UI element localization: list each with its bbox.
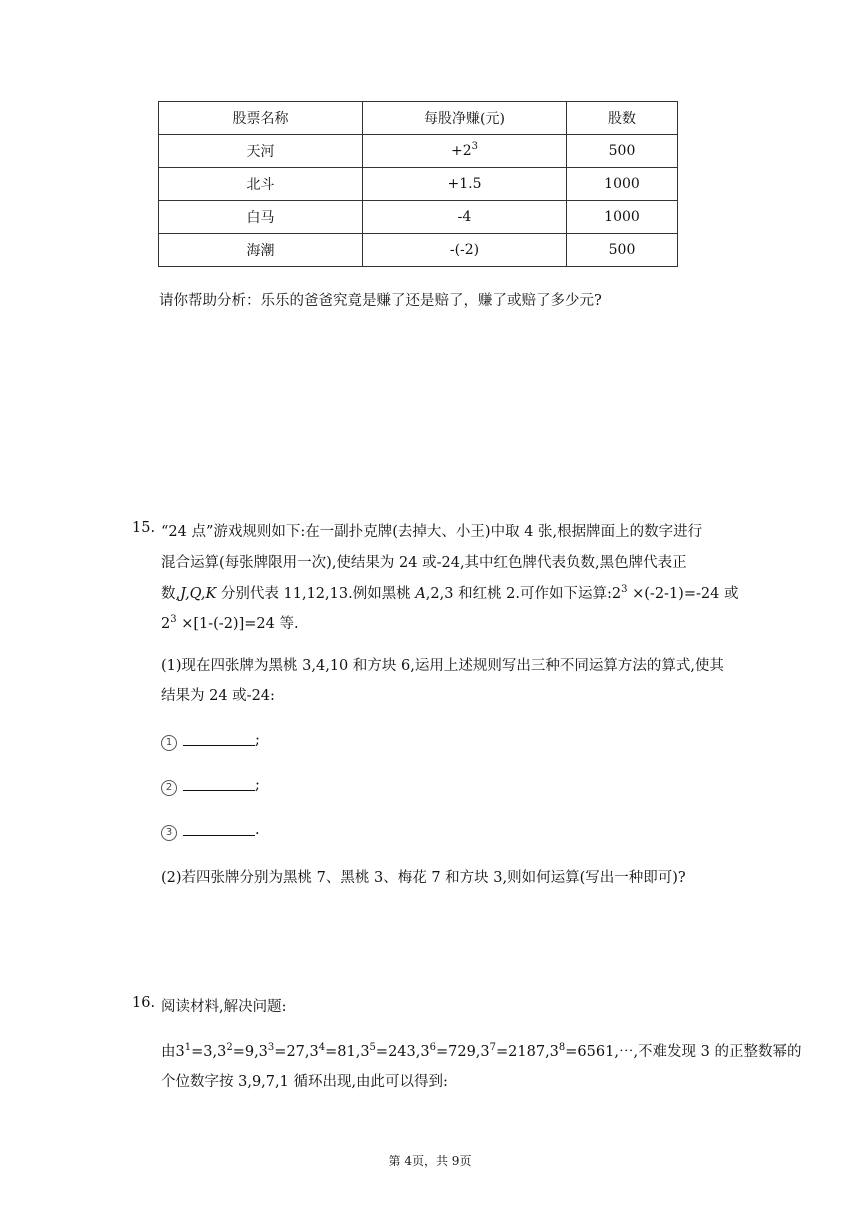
table-row: [159, 201, 678, 234]
table-header-row: [159, 102, 678, 135]
text-run: ×[1-(-2)]=24 等.: [176, 616, 299, 632]
q16-title: 阅读材料,解决问题:: [161, 999, 287, 1015]
text-run: =3,3: [191, 1044, 227, 1060]
cell-shares: 500: [567, 135, 678, 168]
text-run: 2: [161, 616, 171, 632]
exponent: 6: [429, 1042, 436, 1053]
table-row: [159, 234, 678, 267]
q15-number: 15.: [132, 520, 156, 536]
circled-number-2: 2: [161, 780, 177, 796]
answer-blank-1: [161, 731, 260, 751]
text-run: =243,3: [375, 1044, 430, 1060]
q15-part1-line-1: (1)现在四张牌为黑桃 3,4,10 和方块 6,运用上述规则写出三种不同运算方法的算式,使其: [161, 658, 724, 674]
q16-line-2: 个位数字按 3,9,7,1 循环出现,由此可以得到:: [161, 1074, 448, 1090]
ace-italic: A: [415, 586, 426, 602]
answer-blank-3: [161, 821, 260, 841]
exponent: 1: [184, 1042, 192, 1053]
cell-shares: 500: [567, 234, 678, 267]
text-run: 由3: [161, 1044, 185, 1060]
exponent: 5: [369, 1042, 376, 1053]
q16-line-1: [161, 1040, 802, 1061]
circled-number-3: 3: [161, 825, 177, 841]
header-shares: 股数: [567, 102, 678, 135]
text-run: 分别代表 11,12,13.例如黑桃: [216, 586, 416, 602]
blank-punct: ;: [255, 777, 260, 793]
cell-shares: 1000: [567, 201, 678, 234]
text-run: =2187,3: [496, 1044, 559, 1060]
text-run: =6561,⋯,不难发现 3 的正整数幂的: [565, 1044, 802, 1060]
cell-gain: [363, 135, 567, 168]
stock-table: [158, 101, 678, 267]
cell-gain: +1.5: [363, 168, 567, 201]
q15-part1-line-2: 结果为 24 或-24:: [161, 688, 275, 704]
blank-line[interactable]: [183, 821, 255, 836]
text-run: 数,: [161, 586, 181, 602]
cell-shares: 1000: [567, 168, 678, 201]
text-run: ,2,3 和红桃 2.可作如下运算:2: [425, 586, 622, 602]
exponent: 7: [489, 1042, 497, 1053]
q16-number: 16.: [132, 995, 156, 1011]
cell-gain: -4: [363, 201, 567, 234]
text-run: =9,3: [232, 1044, 268, 1060]
exponent: 3: [621, 584, 628, 595]
cell-stock-name: 海潮: [159, 234, 363, 267]
blank-punct: ;: [255, 732, 260, 748]
gain-base: +2: [450, 143, 472, 159]
exponent: 3: [267, 1042, 275, 1053]
circled-number-1: 1: [161, 735, 177, 751]
exponent: 4: [318, 1042, 326, 1053]
cell-stock-name: 北斗: [159, 168, 363, 201]
q15-intro-line-1: “24 点”游戏规则如下:在一副扑克牌(去掉大、小王)中取 4 张,根据牌面上的数字进行: [161, 524, 703, 540]
gain-exponent: 3: [471, 141, 478, 152]
page-footer: 第 4页，共 9页: [388, 1154, 472, 1168]
stock-table-container: [158, 101, 678, 267]
q15-intro-line-4: [161, 612, 299, 633]
table-row: [159, 135, 678, 168]
q15-intro-line-2: 混合运算(每张牌限用一次),使结果为 24 或-24,其中红色牌代表负数,黑色牌代表正: [161, 555, 687, 571]
text-run: ×(-2-1)=-24 或: [627, 586, 739, 602]
exponent: 3: [170, 614, 177, 625]
blank-line[interactable]: [183, 731, 255, 746]
header-stock-name: 股票名称: [159, 102, 363, 135]
q15-part2: (2)若四张牌分别为黑桃 7、黑桃 3、梅花 7 和方块 3,则如何运算(写出一种即可)?: [161, 870, 686, 886]
text-run: =81,3: [325, 1044, 370, 1060]
cell-gain: -(-2): [363, 234, 567, 267]
exponent: 2: [226, 1042, 233, 1053]
answer-blank-2: [161, 776, 260, 796]
exponent: 8: [558, 1042, 566, 1053]
q15-intro-line-3: [161, 582, 738, 603]
blank-punct: .: [255, 822, 260, 838]
header-gain-per-share: 每股净赚(元): [363, 102, 567, 135]
cell-stock-name: 白马: [159, 201, 363, 234]
jqk-italic: J,Q,K: [180, 586, 217, 602]
table-row: [159, 168, 678, 201]
cell-stock-name: 天河: [159, 135, 363, 168]
blank-line[interactable]: [183, 776, 255, 791]
text-run: =27,3: [274, 1044, 319, 1060]
text-run: =729,3: [435, 1044, 490, 1060]
q14-prompt: 请你帮助分析：乐乐的爸爸究竟是赚了还是赔了，赚了或赔了多少元?: [159, 293, 602, 309]
